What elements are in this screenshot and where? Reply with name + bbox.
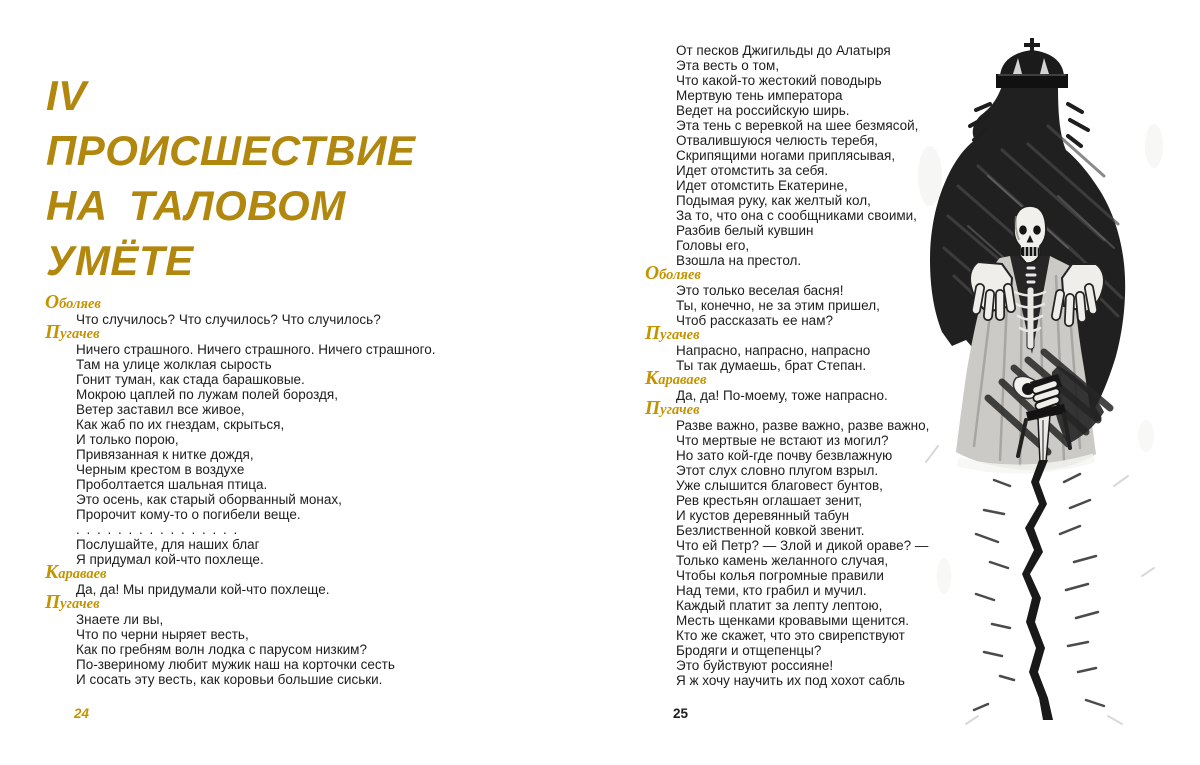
verse-line: За то, что она с сообщниками своими, xyxy=(676,208,917,223)
verse-line: Этот слух словно плугом взрыл. xyxy=(676,463,879,478)
crown-icon xyxy=(996,38,1068,88)
verse-line: Черным крестом в воздухе xyxy=(76,462,245,477)
verse-line: Что по черни ныряет весть, xyxy=(76,627,249,642)
verse-line: Мертвую тень императора xyxy=(676,88,843,103)
verse-line: Что мертвые не встают из могил? xyxy=(676,433,889,448)
speaker-name xyxy=(45,322,590,343)
speaker-initial: П xyxy=(45,322,61,343)
page-number-right: 25 xyxy=(673,706,689,721)
verse-line: Как жаб по их гнездам, скрыться, xyxy=(76,417,285,432)
chapter-title-line: НА ТАЛОВОМ xyxy=(46,182,346,230)
verse-line: Уже слышится благовест бунтов, xyxy=(676,478,883,493)
verse-line: Каждый платит за лепту лептою, xyxy=(676,598,883,613)
verse-line: Я придумал кой-что похлеще. xyxy=(76,552,264,567)
verse-line: И кустов деревянный табун xyxy=(676,508,850,523)
verse-line: Подымая руку, как желтый кол, xyxy=(676,193,871,208)
verse-line: Напрасно, напрасно, напрасно xyxy=(676,343,871,358)
verse-line: Разбив белый кувшин xyxy=(676,223,814,238)
verse-line: Послушайте, для наших благ xyxy=(76,537,260,552)
verse-line: Скрипящими ногами приплясывая, xyxy=(676,148,896,163)
verse-line: Пророчит кому-то о погибели веще. xyxy=(76,507,301,522)
chapter-title-line: ПРОИСШЕСТВИЕ xyxy=(46,127,416,175)
verse-line: Что ей Петр? — Злой и дикой ораве? — xyxy=(676,538,929,553)
verse-line: И сосать эту весть, как коровьи большие сиськи. xyxy=(76,672,383,687)
speaker-initial: П xyxy=(45,592,61,613)
verse-line: Месть щенками кровавыми щенится. xyxy=(676,613,910,628)
chapter-title xyxy=(46,68,416,288)
speaker-initial: О xyxy=(45,292,60,313)
illustration-svg xyxy=(918,16,1192,732)
verse-line: Идет отомстить Екатерине, xyxy=(676,178,848,193)
speaker-rest: угачев xyxy=(660,327,700,343)
speaker-initial: П xyxy=(645,323,661,344)
verse-line: Там на улице жолклая сырость xyxy=(76,357,272,372)
speaker-initial: П xyxy=(645,398,661,419)
illustration-death-and-emperor xyxy=(918,16,1192,732)
verse-line: Головы его, xyxy=(676,238,750,253)
verse-line: Взошла на престол. xyxy=(676,253,802,268)
speaker-name xyxy=(45,562,590,583)
verse-line: Я ж хочу научить их под хохот сабль xyxy=(676,673,905,688)
verse-line: Эта тень с веревкой на шее безмясой, xyxy=(676,118,919,133)
verse-line: Это только веселая басня! xyxy=(676,283,844,298)
speaker-rest: угачев xyxy=(60,326,100,342)
verse-line: Знаете ли вы, xyxy=(76,612,164,627)
speaker-name xyxy=(45,592,590,613)
speaker-name xyxy=(45,292,590,313)
dialogue-column-left xyxy=(45,292,590,687)
verse-line: Гонит туман, как стада барашковые. xyxy=(76,372,305,387)
chapter-title-line: IV xyxy=(46,72,87,120)
verse-line: Безлиственной ковкой звенит. xyxy=(676,523,865,538)
verse-line: Отвалившуюся челюсть теребя, xyxy=(676,133,879,148)
verse-line: Ничего страшного. Ничего страшного. Ничего страшного. xyxy=(76,342,436,357)
verse-line: Мокрою цаплей по лужам полей бороздя, xyxy=(76,387,338,402)
verse-line: И только порою, xyxy=(76,432,179,447)
speaker-rest: угачев xyxy=(60,596,100,612)
ground-crack xyxy=(926,446,1154,724)
verse-line: Над теми, кто грабил и мучил. xyxy=(676,583,867,598)
verse-line: От песков Джигильды до Алатыря xyxy=(676,43,891,58)
verse-line: Это буйствуют россияне! xyxy=(676,658,834,673)
speaker-rest: боляев xyxy=(59,296,101,312)
speaker-rest: боляев xyxy=(659,267,701,283)
verse-line: Рев крестьян оглашает зенит, xyxy=(676,493,863,508)
verse-line: Эта весть о том, xyxy=(676,58,780,73)
speaker-rest: араваев xyxy=(58,566,107,582)
speaker-initial: К xyxy=(645,368,659,389)
verse-line: Что какой-то жестокий поводырь xyxy=(676,73,882,88)
page-number-left: 24 xyxy=(74,706,90,721)
verse-line: Да, да! По-моему, тоже напрасно. xyxy=(676,388,888,403)
verse-line: Ты так думаешь, брат Степан. xyxy=(676,358,867,373)
speaker-rest: угачев xyxy=(660,402,700,418)
verse-line: Только камень желанного случая, xyxy=(676,553,889,568)
verse-line: Чтобы колья погромные правили xyxy=(676,568,884,583)
left-hand xyxy=(970,262,1012,316)
verse-line: Идет отомстить за себя. xyxy=(676,163,829,178)
verse-line: Проболтается шальная птица. xyxy=(76,477,268,492)
chapter-title-line: УМЁТЕ xyxy=(46,237,194,285)
verse-line: Это осень, как старый оборванный монах, xyxy=(76,492,342,507)
verse-line: Ведет на российскую ширь. xyxy=(676,103,850,118)
verse-line: Что случилось? Что случилось? Что случилось? xyxy=(76,312,381,327)
ellipsis-line: . . . . . . . . . . . . . . . . xyxy=(76,522,239,537)
verse-line: Чтоб рассказать ее нам? xyxy=(676,313,833,328)
verse-line: Но зато кой-где почву безвлажную xyxy=(676,448,893,463)
verse-line: Да, да! Мы придумали кой-что похлеще. xyxy=(76,582,330,597)
verse-line: Как по гребням волн лодка с парусом низким? xyxy=(76,642,367,657)
verse-line: Привязанная к нитке дождя, xyxy=(76,447,254,462)
speaker-initial: О xyxy=(645,263,660,284)
verse-line: Кто же скажет, что это свирепствуют xyxy=(676,628,905,643)
verse-line: Бродяги и отщепенцы? xyxy=(676,643,822,658)
speaker-rest: араваев xyxy=(658,372,707,388)
verse-line: Разве важно, разве важно, разве важно, xyxy=(676,418,930,433)
speaker-initial: К xyxy=(45,562,59,583)
verse-line: По-звериному любит мужик наш на корточки сесть xyxy=(76,657,395,672)
verse-line: Ты, конечно, не за этим пришел, xyxy=(676,298,880,313)
verse-line: Ветер заставил все живое, xyxy=(76,402,245,417)
